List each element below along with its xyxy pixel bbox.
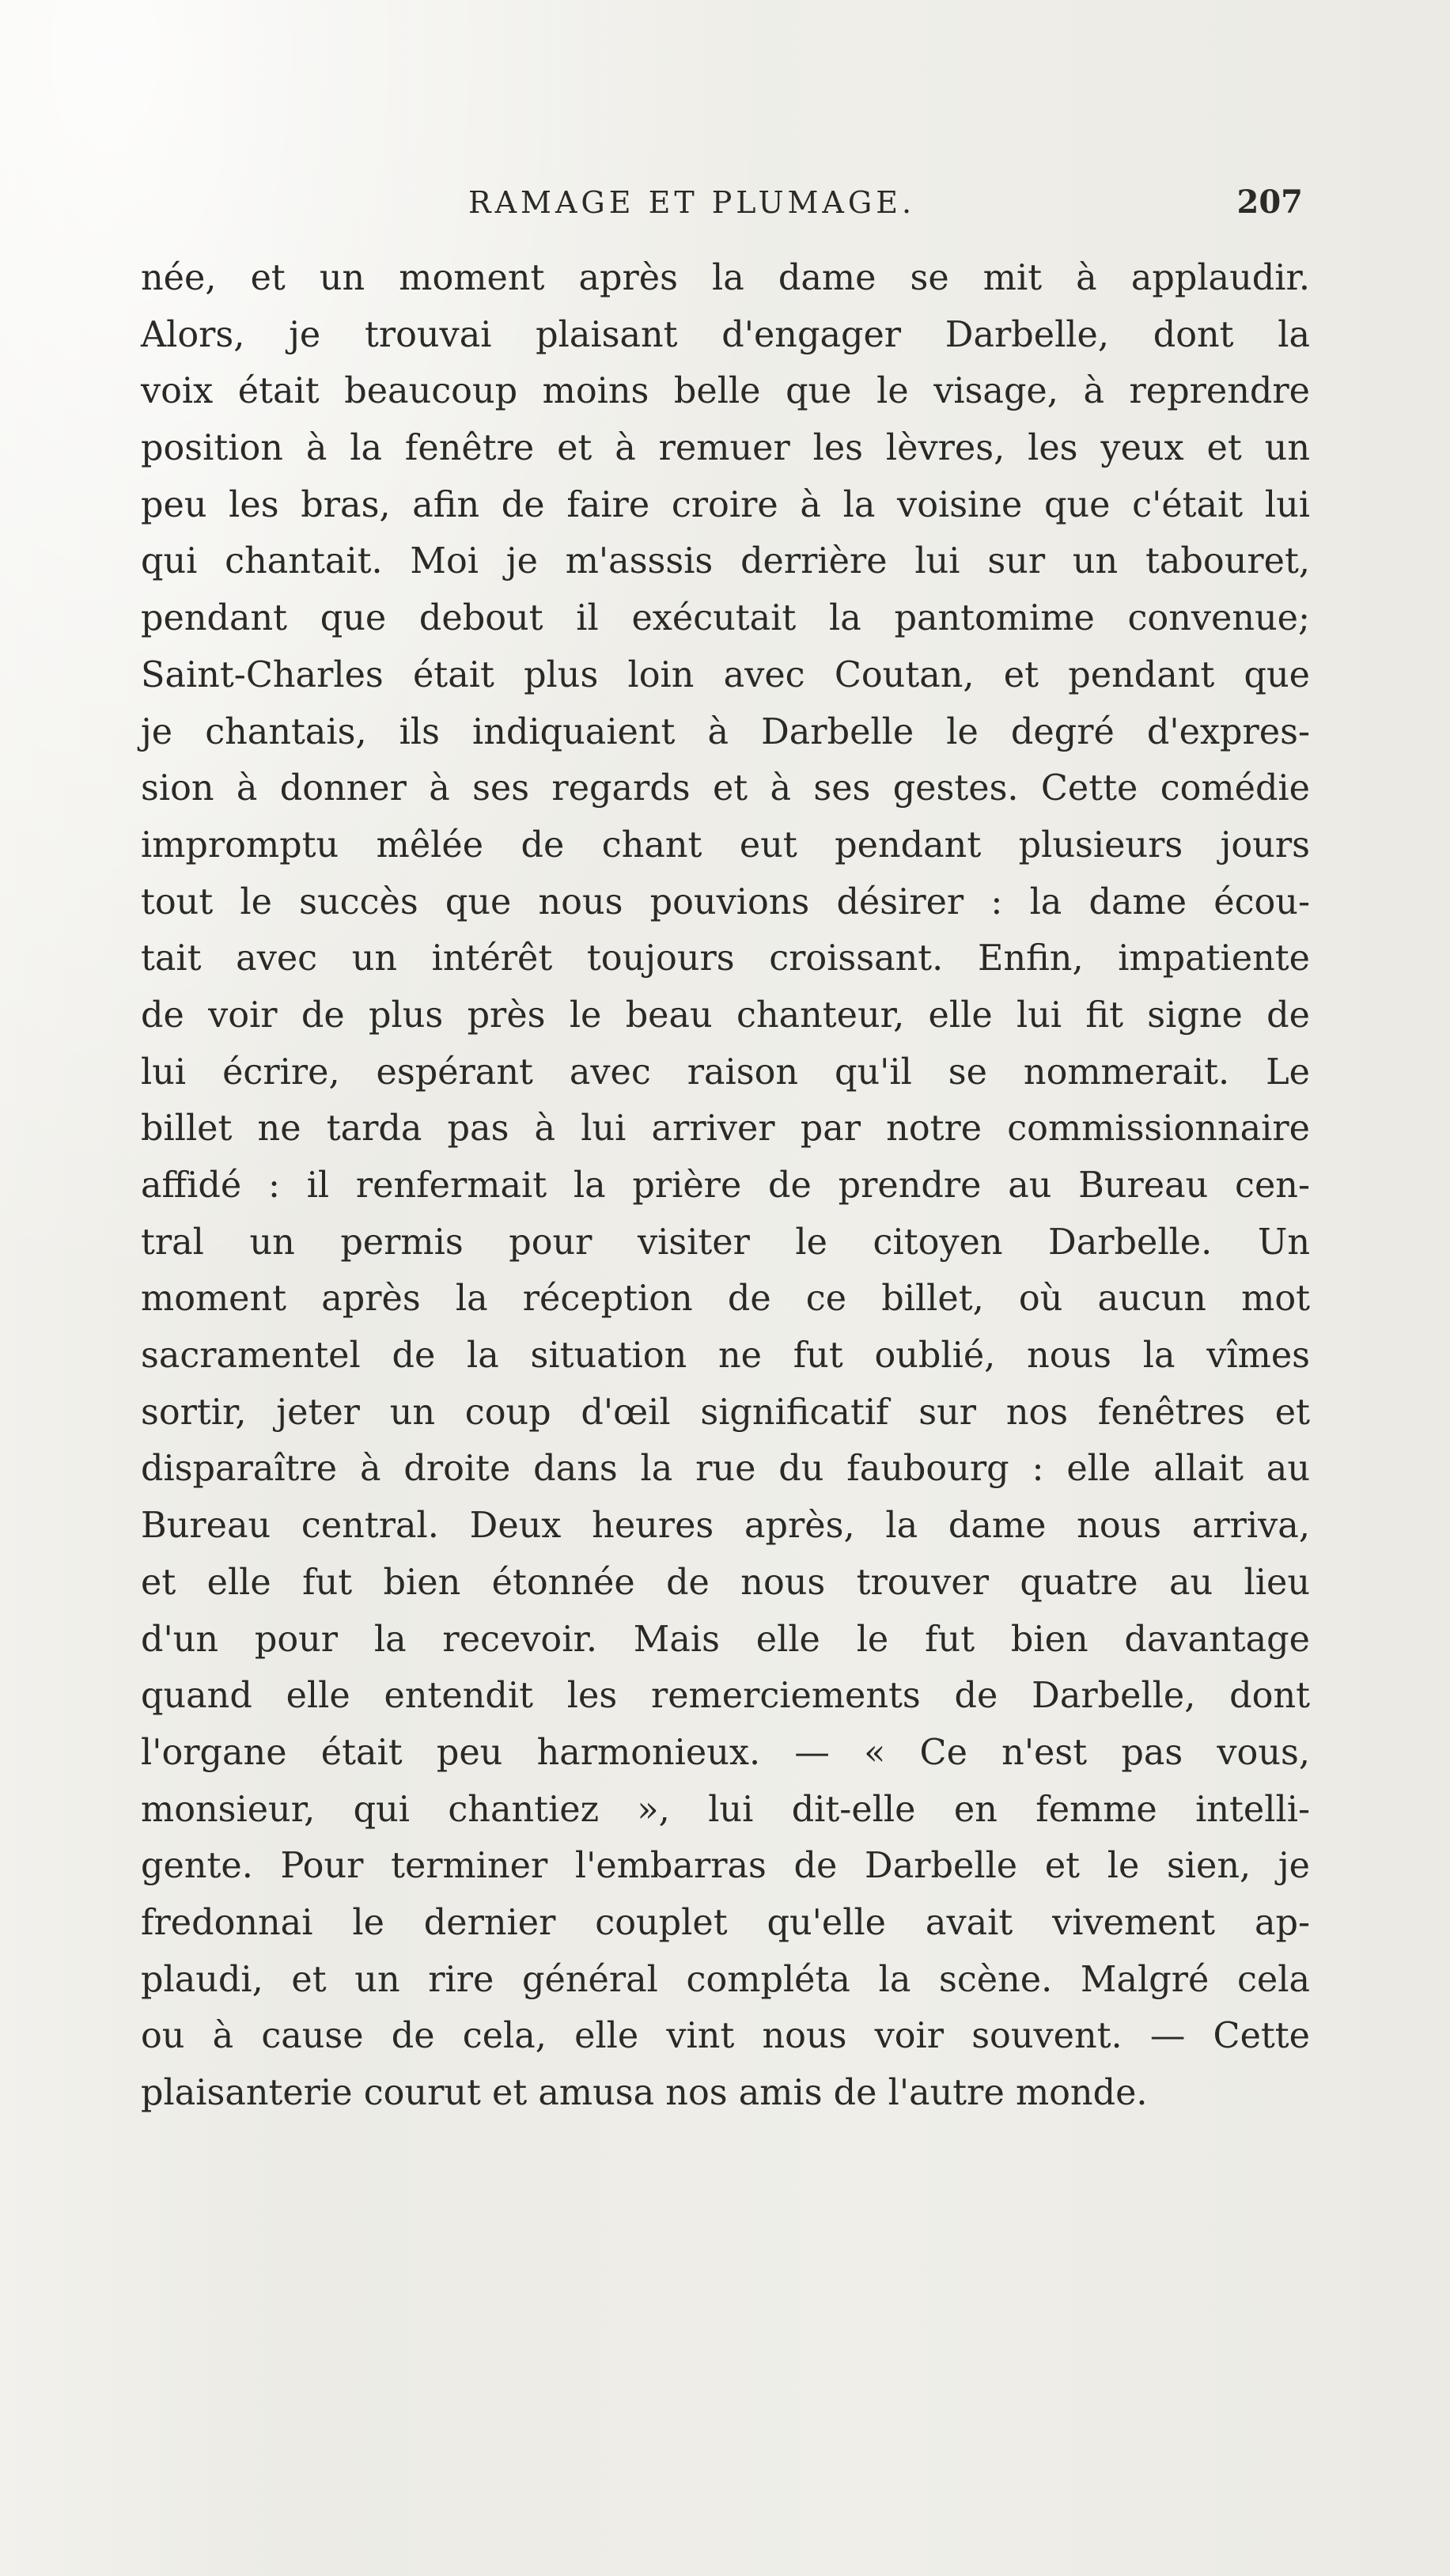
- text-line: Bureau central. Deux heures après, la dame nous arriva,: [141, 1506, 1310, 1547]
- text-line: fredonnai le dernier couplet qu'elle avait vivement ap-: [141, 1902, 1310, 1943]
- running-head: [0, 179, 1450, 226]
- text-line: gente. Pour terminer l'embarras de Darbelle et le sien, je: [141, 1846, 1310, 1887]
- text-line: sion à donner à ses regards et à ses gestes. Cette comédie: [141, 768, 1310, 809]
- text-line: position à la fenêtre et à remuer les lèvres, les yeux et un: [141, 428, 1310, 469]
- text-line: disparaître à droite dans la rue du faubourg : elle allait au: [141, 1449, 1310, 1490]
- text-line: affidé : il renfermait la prière de prendre au Bureau cen-: [141, 1165, 1310, 1206]
- text-line: moment après la réception de ce billet, où aucun mot: [141, 1279, 1310, 1320]
- text-line: d'un pour la recevoir. Mais elle le fut bien davantage: [141, 1619, 1310, 1660]
- text-line: je chantais, ils indiquaient à Darbelle le degré d'expres-: [141, 711, 1310, 752]
- text-line: monsieur, qui chantiez », lui dit-elle en femme intelli-: [141, 1789, 1310, 1830]
- text-line: quand elle entendit les remerciements de Darbelle, dont: [141, 1676, 1310, 1717]
- text-line: née, et un moment après la dame se mit à applaudir.: [141, 258, 1310, 298]
- text-line: plaisanterie courut et amusa nos amis de l'autre monde.: [141, 2073, 1148, 2113]
- running-title: RAMAGE ET PLUMAGE.: [468, 185, 916, 220]
- text-line: de voir de plus près le beau chanteur, elle lui fit signe de: [141, 994, 1310, 1036]
- body-text: [141, 250, 1310, 2122]
- text-line: tout le succès que nous pouvions désirer : la dame écou-: [141, 881, 1310, 922]
- text-line: pendant que debout il exécutait la pantomime convenue;: [141, 598, 1310, 639]
- text-line: lui écrire, espérant avec raison qu'il se nommerait. Le: [141, 1051, 1310, 1093]
- text-line: et elle fut bien étonnée de nous trouver quatre au lieu: [141, 1562, 1310, 1603]
- text-line: voix était beaucoup moins belle que le visage, à reprendre: [141, 371, 1310, 412]
- text-line: l'organe était peu harmonieux. — « Ce n'est pas vous,: [141, 1732, 1310, 1773]
- text-line: tait avec un intérêt toujours croissant. Enfin, impatiente: [141, 938, 1310, 979]
- text-line: billet ne tarda pas à lui arriver par notre commissionnaire: [141, 1108, 1310, 1150]
- text-line: qui chantait. Moi je m'asssis derrière lui sur un tabouret,: [141, 541, 1310, 582]
- text-line: Saint-Charles était plus loin avec Coutan, et pendant que: [141, 654, 1310, 695]
- text-line: Alors, je trouvai plaisant d'engager Darbelle, dont la: [141, 314, 1310, 355]
- text-line: peu les bras, afin de faire croire à la voisine que c'était lui: [141, 484, 1310, 525]
- page-number: 207: [1236, 184, 1303, 221]
- text-line: plaudi, et un rire général compléta la scène. Malgré cela: [141, 1959, 1310, 2000]
- text-line: ou à cause de cela, elle vint nous voir souvent. — Cette: [141, 2016, 1310, 2057]
- text-line: tral un permis pour visiter le citoyen Darbelle. Un: [141, 1222, 1310, 1263]
- text-line: sacramentel de la situation ne fut oublié, nous la vîmes: [141, 1335, 1310, 1377]
- text-line: impromptu mêlée de chant eut pendant plusieurs jours: [141, 824, 1310, 866]
- text-line: sortir, jeter un coup d'œil significatif sur nos fenêtres et: [141, 1392, 1310, 1433]
